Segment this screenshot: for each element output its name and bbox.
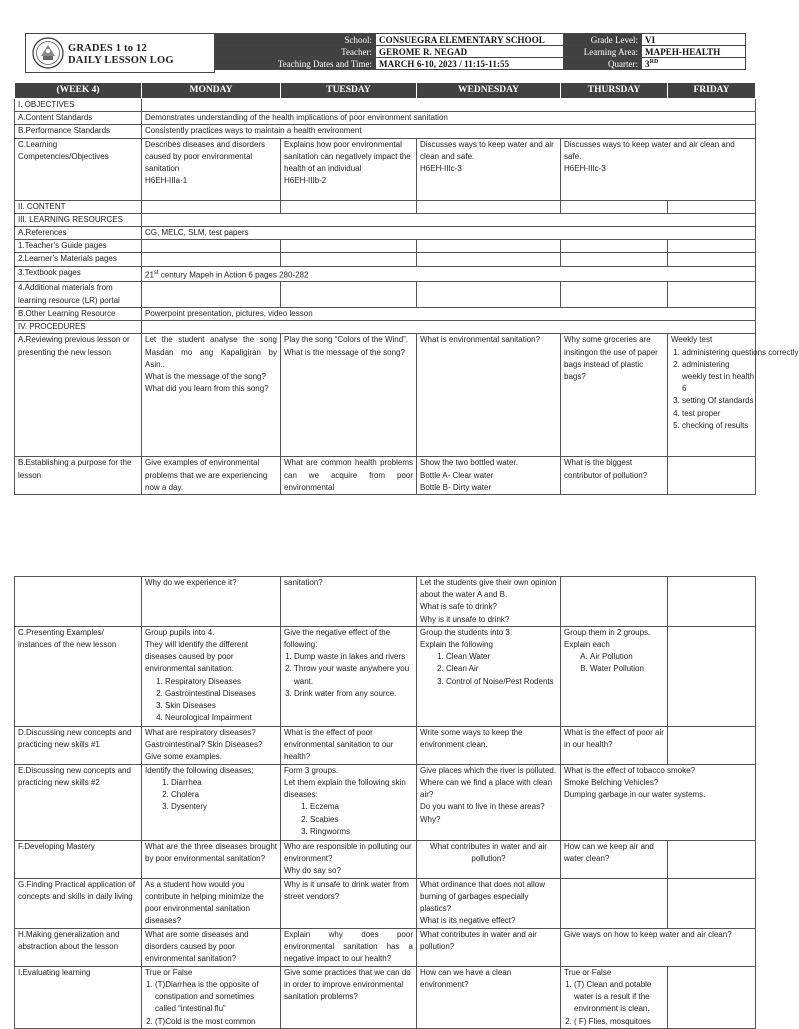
- competencies-label: C.Learning Competencies/Objectives: [15, 138, 142, 200]
- list-item: 2. (T)Cold is the most common: [155, 1016, 277, 1028]
- text-line: Group the students into 3.: [420, 627, 513, 637]
- school-label: School:: [216, 34, 376, 46]
- procedure-d-wednesday: Write some ways to keep the environment clean.: [417, 726, 561, 764]
- table-row: [15, 577, 756, 627]
- text-line: Where can we find a place with clean air?: [420, 778, 553, 800]
- true-false-list: [564, 979, 664, 1028]
- quarter-label: Quarter:: [564, 58, 642, 70]
- competency-tuesday: [281, 138, 417, 200]
- text-line: Form 3 groups.: [284, 765, 339, 775]
- grade-value: VI: [642, 34, 746, 46]
- other-resources: Powerpoint presentation, pictures, video lesson: [142, 307, 756, 320]
- table-row: [15, 626, 756, 726]
- text-line: What is the effect of tobacco smoke?: [564, 765, 696, 775]
- procedure-b-tuesday-cont: sanitation?: [281, 577, 417, 627]
- dates-label: Teaching Dates and Time:: [216, 58, 376, 70]
- procedure-h-wednesday: What contributes in water and air pollution?: [417, 928, 561, 966]
- textbook-century: 21: [145, 270, 154, 280]
- empty-cell: [668, 200, 756, 213]
- procedure-f-tuesday: [281, 840, 417, 878]
- textbook-label: 3.Textbook pages: [15, 266, 142, 282]
- header-logo-box: [25, 33, 215, 73]
- procedure-c-label: C.Presenting Examples/ instances of the new lesson: [15, 626, 142, 726]
- procedure-f-monday: What are the three diseases brought by poor environmental sanitation?: [142, 840, 281, 878]
- day-monday: MONDAY: [142, 83, 281, 99]
- table-row: [15, 966, 756, 1028]
- empty-cell: [668, 282, 756, 307]
- competency-wednesday: [417, 138, 561, 200]
- deped-seal-icon: [32, 37, 64, 69]
- empty-cell: [561, 200, 668, 213]
- text-line: Let the students give their own opinion about the water A and B.: [420, 578, 557, 600]
- list-item: 3. Skin Diseases: [165, 700, 277, 712]
- references: CG, MELC, SLM, test papers: [142, 227, 756, 240]
- quarter-number: 3: [645, 58, 650, 69]
- empty-cell: [561, 282, 668, 307]
- procedure-d-monday: What are respiratory diseases? Gastrointestinal? Skin Diseases? Give some examples.: [142, 726, 281, 764]
- procedure-h-label: H.Making generalization and abstraction about the lesson: [15, 928, 142, 966]
- empty-cell: [668, 626, 756, 726]
- table-row: [15, 138, 756, 200]
- list-item: 4. Neurological Impairment: [165, 712, 277, 724]
- school-value: CONSUEGRA ELEMENTARY SCHOOL: [376, 34, 564, 46]
- true-false-list: [145, 979, 277, 1028]
- additional-materials-label: 4.Additional materials from learning resource (LR) portal: [15, 282, 142, 307]
- procedure-e-monday: [142, 764, 281, 840]
- procedure-b-thursday: What is the biggest contributor of pollution?: [561, 457, 668, 495]
- text-line: Let them explain the following skin diseases:: [284, 778, 406, 800]
- competency-code: H6EH-IIIc-3: [420, 164, 462, 174]
- table-row: [15, 240, 756, 253]
- table-row: [15, 125, 756, 138]
- skin-disease-list: [284, 801, 413, 838]
- explain-list: [420, 651, 557, 688]
- text-line: What ordinance that does not allow burning of garbages especially plastics?: [420, 879, 545, 914]
- procedure-g-tuesday: Why is it unsafe to drink water from street vendors?: [281, 878, 417, 928]
- week-label: (WEEK 4): [15, 83, 142, 99]
- procedure-i-thursday: [561, 966, 668, 1028]
- text-line: What is its negative effect?: [420, 916, 516, 926]
- text-line: Give the negative effect of the following:: [284, 627, 391, 650]
- procedure-h-tuesday: Explain why does poor environmental sanitation has a negative impact to our health?: [281, 928, 417, 966]
- empty-cell: [281, 282, 417, 307]
- procedure-d-label: D.Discussing new concepts and practicing new skills #1: [15, 726, 142, 764]
- procedure-c-thursday: [561, 626, 668, 726]
- procedure-a-tuesday: [281, 334, 417, 457]
- empty-cell: [142, 99, 756, 112]
- header-title: [68, 43, 174, 67]
- content-standards: Demonstrates understanding of the health implications of poor environment sanitation: [142, 112, 756, 125]
- competency-thursday: [561, 138, 756, 200]
- section-resources: III. LEARNING RESOURCES: [15, 213, 142, 226]
- text-line: Who are responsible in polluting our environment?: [284, 841, 412, 864]
- empty-cell: [668, 240, 756, 253]
- empty-cell: [668, 966, 756, 1028]
- lesson-log-table-page1: [14, 82, 799, 495]
- day-tuesday: TUESDAY: [281, 83, 417, 99]
- list-item: 3. Ringworms: [310, 826, 413, 838]
- day-friday: FRIDAY: [668, 83, 756, 99]
- text-line: What is the message of the song?: [284, 347, 405, 357]
- procedure-c-wednesday: [417, 626, 561, 726]
- procedure-f-wednesday: What contributes in water and air pollution?: [417, 840, 561, 878]
- negative-effect-list: [284, 651, 413, 700]
- competency-code: H6EH-IIIa-1: [145, 176, 188, 186]
- procedure-i-tuesday: Give some practices that we can do in order to improve environmental sanitation problems?: [281, 966, 417, 1028]
- section-procedures: IV. PROCEDURES: [15, 321, 142, 334]
- weekly-test-list: [671, 347, 799, 432]
- table-row: [15, 253, 756, 266]
- table-row: [15, 840, 756, 878]
- list-item: 3. setting Of standards: [682, 395, 755, 407]
- procedure-b-monday: Give examples of environmental problems that we are experiencing now a day.: [142, 457, 281, 495]
- procedure-d-tuesday: What is the effect of poor environmental sanitation to our health?: [281, 726, 417, 764]
- procedure-g-wednesday: [417, 878, 561, 928]
- list-item: 3. Dysentery: [171, 801, 277, 813]
- empty-cell: [281, 253, 417, 266]
- list-item: B. Water Pollution: [590, 663, 664, 675]
- table-row: [15, 928, 756, 966]
- text-line: Bottle B- Dirty water: [420, 482, 492, 492]
- empty-cell: [142, 240, 281, 253]
- list-item: 1. (T)Diarrhea is the opposite of constipation and sometimes called “intestinal flu”: [155, 979, 277, 1016]
- section-content: II. CONTENT: [15, 200, 142, 213]
- list-item: 2. Throw your waste anywhere you want.: [294, 663, 413, 687]
- log-header: [25, 33, 745, 75]
- table-row: [15, 112, 756, 125]
- list-item: 1. Dump waste in lakes and rivers: [294, 651, 413, 663]
- competency-text: Describes diseases and disorders caused by poor environmental sanitation: [145, 139, 266, 174]
- procedure-b-monday-cont: Why do we experience it?: [142, 577, 281, 627]
- list-item: 1. Diarrhea: [171, 777, 277, 789]
- list-item: A. Air Pollution: [590, 651, 664, 663]
- text-line: What is safe to drink?: [420, 602, 497, 612]
- title-line1: GRADES 1 to 12: [68, 43, 147, 54]
- competency-text: Explains how poor environmental sanitation can negatively impact the health of an individual: [284, 139, 411, 174]
- table-row: [15, 282, 756, 307]
- competency-code: H6EH-IIIb-2: [284, 176, 327, 186]
- text-line: What is the message of the song?: [145, 371, 266, 381]
- text-line: Give places which the river is polluted.: [420, 765, 557, 775]
- empty-cell: [15, 577, 142, 627]
- list-item: 2. Scabies: [310, 814, 413, 826]
- text-line: Play the song “Colors of the Wind”.: [284, 335, 409, 345]
- text-line: Identify the following diseases;: [145, 765, 254, 775]
- table-row: [15, 726, 756, 764]
- empty-cell: [668, 878, 756, 928]
- empty-cell: [142, 282, 281, 307]
- list-item: 2. administering weekly test in health 6: [682, 359, 755, 396]
- procedure-i-wednesday: How can we have a clean environment?: [417, 966, 561, 1028]
- empty-cell: [417, 282, 561, 307]
- procedure-e-label: E.Discussing new concepts and practicing new skills #2: [15, 764, 142, 840]
- table-row: [15, 321, 756, 334]
- procedure-a-thursday: Why some groceries are insitingon the use of paper bags instead of plastic bags?: [561, 334, 668, 457]
- grade-label: Grade Level:: [564, 34, 642, 46]
- list-item: 1. Eczema: [310, 801, 413, 813]
- quarter-value: [642, 58, 746, 70]
- disease-list: [145, 676, 277, 725]
- procedure-i-label: I.Evaluating learning: [15, 966, 142, 1028]
- empty-cell: [668, 253, 756, 266]
- text-line: Dumping garbage in our water systems.: [564, 790, 706, 800]
- procedure-b-tuesday: What are common health problems can we acquire from poor environmental: [281, 457, 417, 495]
- table-row: [15, 99, 756, 112]
- text-line: Weekly test: [671, 335, 713, 345]
- text-line: Explain the following: [420, 640, 493, 650]
- procedure-a-monday: [142, 334, 281, 457]
- empty-cell: [668, 726, 756, 764]
- procedure-a-wednesday: What is environmental sanitation?: [417, 334, 561, 457]
- procedure-c-monday: [142, 626, 281, 726]
- section-objectives: I. OBJECTIVES: [15, 99, 142, 112]
- text-line: Smoke Belching Vehicles?: [564, 778, 659, 788]
- day-header-row: [15, 83, 756, 99]
- day-thursday: THURSDAY: [561, 83, 668, 99]
- empty-cell: [561, 577, 668, 627]
- empty-cell: [561, 240, 668, 253]
- performance-standards-label: B.Performance Standards: [15, 125, 142, 138]
- other-resources-label: B.Other Learning Resource: [15, 307, 142, 320]
- procedure-g-monday: As a student how would you contribute in helping minimize the poor environmental sanitation diseases?: [142, 878, 281, 928]
- text-line: Group them in 2 groups. Explain each: [564, 627, 651, 650]
- table-row: [15, 200, 756, 213]
- text-line: True or False: [564, 967, 612, 977]
- list-item: 2. ( F) Flies, mosquitoes: [574, 1016, 664, 1028]
- empty-cell: [142, 321, 756, 334]
- teachers-guide-label: 1.Teacher’s Guide pages: [15, 240, 142, 253]
- textbook-title: century Mapeh in Action 6 pages 280-282: [158, 270, 309, 280]
- area-label: Learning Area:: [564, 46, 642, 58]
- text-line: Bottle A- Clear water: [420, 470, 494, 480]
- text-line: Do you want to live in these areas? Why?: [420, 802, 545, 824]
- list-item: 1. Clean Water: [446, 651, 557, 663]
- empty-cell: [142, 213, 756, 226]
- list-item: 3. Control of Noise/Pest Rodents: [446, 676, 557, 688]
- procedure-b-wednesday-cont: [417, 577, 561, 627]
- learners-materials-label: 2.Learner’s Materials pages: [15, 253, 142, 266]
- procedure-h-thursday: Give ways on how to keep water and air clean?: [561, 928, 756, 966]
- text-line: Why do say so?: [284, 866, 341, 876]
- table-row: [15, 457, 756, 495]
- empty-cell: [281, 200, 417, 213]
- table-row: [15, 878, 756, 928]
- title-line2: DAILY LESSON LOG: [68, 55, 174, 66]
- procedure-c-tuesday: [281, 626, 417, 726]
- competency-text: Discusses ways to keep water and air clean and safe.: [564, 139, 735, 161]
- table-row: [15, 307, 756, 320]
- procedure-a-label: A.Reviewing previous lesson or presenting the new lesson: [15, 334, 142, 457]
- list-item: 1. (T) Clean and potable water is a result if the environment is clean.: [574, 979, 664, 1016]
- textbook-pages: [142, 266, 756, 282]
- procedure-e-wednesday: [417, 764, 561, 840]
- pollution-list: [564, 651, 664, 675]
- empty-cell: [281, 240, 417, 253]
- teacher-label: Teacher:: [216, 46, 376, 58]
- empty-cell: [417, 240, 561, 253]
- area-value: MAPEH-HEALTH: [642, 46, 746, 58]
- procedure-f-thursday: How can we keep air and water clean?: [561, 840, 668, 878]
- table-row: [15, 334, 756, 457]
- competency-code: H6EH-IIIc-3: [564, 164, 606, 174]
- procedure-e-tuesday: [281, 764, 417, 840]
- list-item: 2. Gastrointestinal Diseases: [165, 688, 277, 700]
- empty-cell: [668, 457, 756, 495]
- text-line: Show the two bottled water.: [420, 458, 518, 468]
- textbook-century-suffix: st: [153, 269, 159, 276]
- procedure-b-wednesday: [417, 457, 561, 495]
- text-line: What did you learn from this song?: [145, 384, 269, 394]
- procedure-e-thursday: [561, 764, 756, 840]
- table-row: [15, 266, 756, 282]
- text-line: Let the student analyse the song Masdan mo ang Kapaligiran by Asin..: [145, 335, 277, 369]
- text-line: They will identify the different diseases caused by poor environmental sanitation.: [145, 640, 249, 674]
- empty-cell: [668, 577, 756, 627]
- text-line: Why is it unsafe to drink?: [420, 614, 510, 624]
- procedure-b-label: B.Establishing a purpose for the lesson: [15, 457, 142, 495]
- empty-cell: [668, 840, 756, 878]
- teacher-value: GEROME R. NEGAD: [376, 46, 564, 58]
- procedure-f-label: F.Developing Mastery: [15, 840, 142, 878]
- dates-value: MARCH 6-10, 2023 / 11:15-11:55: [376, 58, 564, 70]
- list-item: 1. Respiratory Diseases: [165, 676, 277, 688]
- empty-cell: [561, 253, 668, 266]
- list-item: 4. test proper: [682, 408, 755, 420]
- table-row: [15, 764, 756, 840]
- list-item: 1. administering questions correctly: [682, 347, 755, 359]
- list-item: 5. checking of results: [682, 420, 755, 432]
- list-item: 2. Cholera: [171, 789, 277, 801]
- list-item: 3. Drink water from any source.: [294, 688, 413, 700]
- procedure-a-friday: [668, 334, 799, 457]
- table-row: [15, 213, 756, 226]
- references-label: A.References: [15, 227, 142, 240]
- empty-cell: [561, 878, 668, 928]
- day-wednesday: WEDNESDAY: [417, 83, 561, 99]
- empty-cell: [417, 200, 561, 213]
- procedure-i-monday: [142, 966, 281, 1028]
- performance-standards: Consistently practices ways to maintain a health environment: [142, 125, 756, 138]
- competency-monday: [142, 138, 281, 200]
- list-item: 2. Clean Air: [446, 663, 557, 675]
- content-standards-label: A.Content Standards: [15, 112, 142, 125]
- header-info-grid: [215, 33, 746, 70]
- table-row: [15, 227, 756, 240]
- text-line: Group pupils into 4.: [145, 627, 215, 637]
- empty-cell: [142, 253, 281, 266]
- procedure-d-thursday: What is the effect of poor air in our health?: [561, 726, 668, 764]
- procedure-h-monday: What are some diseases and disorders caused by poor environmental sanitation?: [142, 928, 281, 966]
- text-line: True or False: [145, 967, 193, 977]
- empty-cell: [142, 200, 281, 213]
- empty-cell: [417, 253, 561, 266]
- competency-text: Discusses ways to keep water and air clean and safe.: [420, 139, 554, 161]
- lesson-log-table-page2: [14, 576, 756, 1029]
- quarter-suffix: RD: [649, 58, 659, 65]
- identify-list: [145, 777, 277, 814]
- procedure-g-label: G.Finding Practical application of concepts and skills in daily living: [15, 878, 142, 928]
